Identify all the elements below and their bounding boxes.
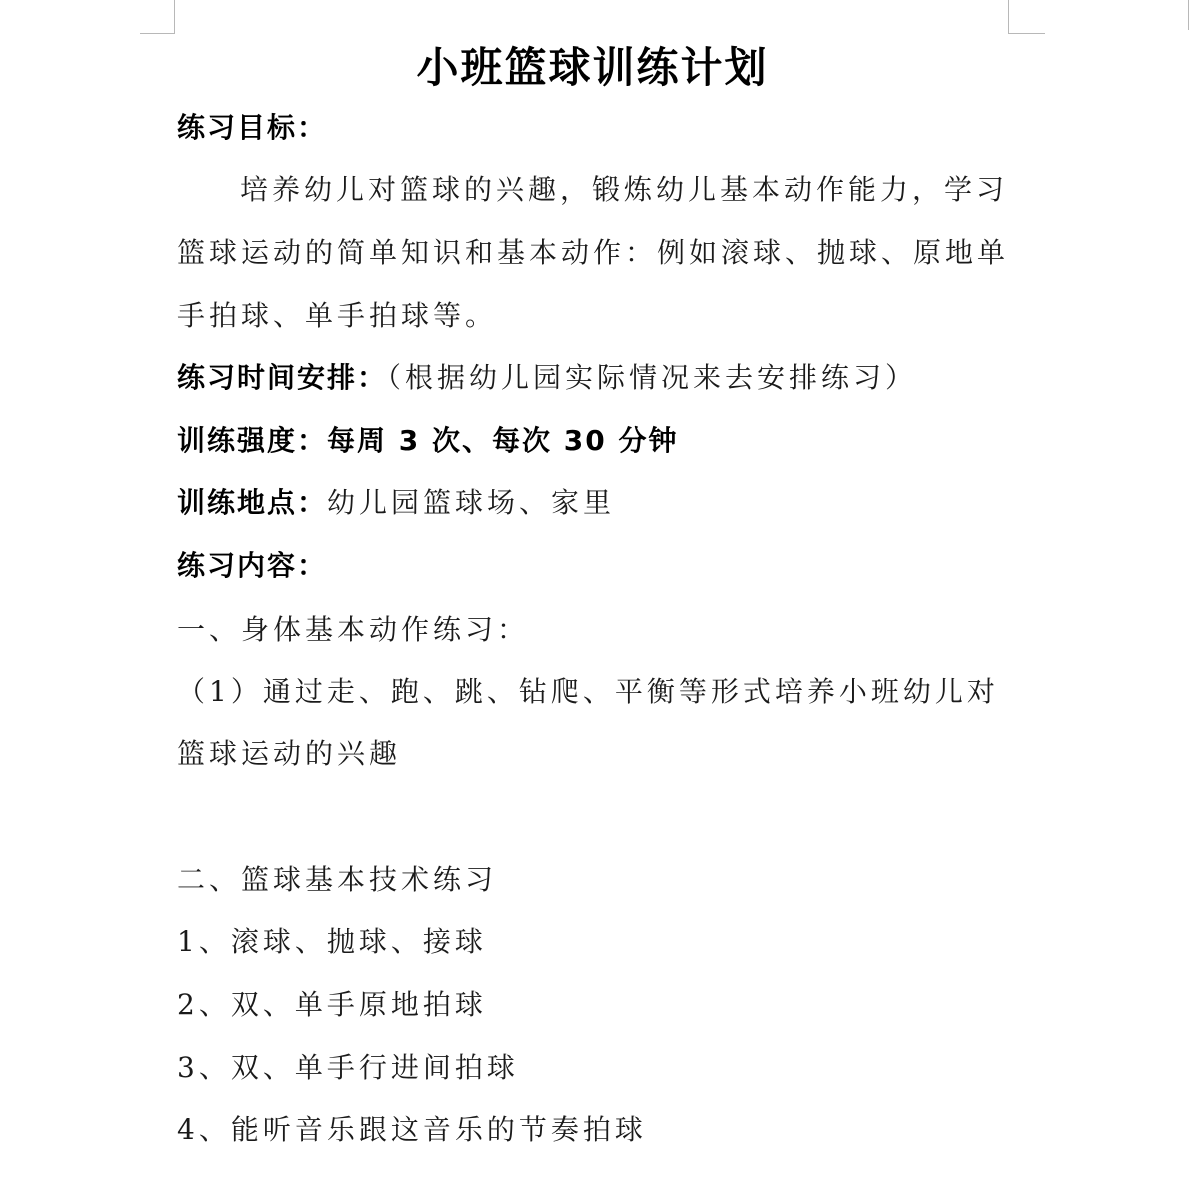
section2-item-1: 1、滚球、抛球、接球 — [177, 925, 487, 958]
section2-item-4: 4、能听音乐跟这音乐的节奏拍球 — [177, 1113, 647, 1146]
goal-heading: 练习目标： — [177, 111, 328, 144]
goal-paragraph-line-2: 篮球运动的简单知识和基本动作：例如滚球、抛球、原地单 — [177, 236, 1010, 269]
top-right-corner-mark-horizontal — [1008, 33, 1045, 34]
location-row — [177, 483, 615, 523]
top-right-corner-mark-vertical — [1008, 0, 1009, 33]
goal-paragraph-line-1: 培养幼儿对篮球的兴趣，锻炼幼儿基本动作能力，学习 — [240, 173, 1009, 206]
location-label: 训练地点： — [177, 486, 328, 519]
top-left-corner-mark-vertical — [174, 0, 175, 33]
section1-line-2: 篮球运动的兴趣 — [177, 737, 402, 770]
intensity-value: 每周 3 次、每次 30 分钟 — [327, 424, 679, 457]
location-value: 幼儿园篮球场、家里 — [327, 486, 616, 519]
section2-heading: 二、篮球基本技术练习 — [177, 863, 498, 896]
section1-line-1: （1）通过走、跑、跳、钻爬、平衡等形式培养小班幼儿对 — [177, 675, 999, 708]
schedule-value: （根据幼儿园实际情况来去安排练习） — [387, 361, 918, 394]
top-left-corner-mark-horizontal — [140, 33, 175, 34]
page-edge-line — [1188, 0, 1189, 30]
intensity-row — [177, 421, 678, 461]
document-title: 小班篮球训练计划 — [416, 43, 769, 92]
section1-heading: 一、身体基本动作练习： — [177, 613, 530, 646]
section2-item-3: 3、双、单手行进间拍球 — [177, 1051, 519, 1084]
goal-paragraph-line-3: 手拍球、单手拍球等。 — [177, 299, 498, 332]
section2-item-2: 2、双、单手原地拍球 — [177, 988, 487, 1021]
content-heading: 练习内容： — [177, 549, 328, 582]
schedule-row — [177, 358, 917, 398]
schedule-label: 练习时间安排： — [177, 361, 388, 394]
intensity-label: 训练强度： — [177, 424, 328, 457]
